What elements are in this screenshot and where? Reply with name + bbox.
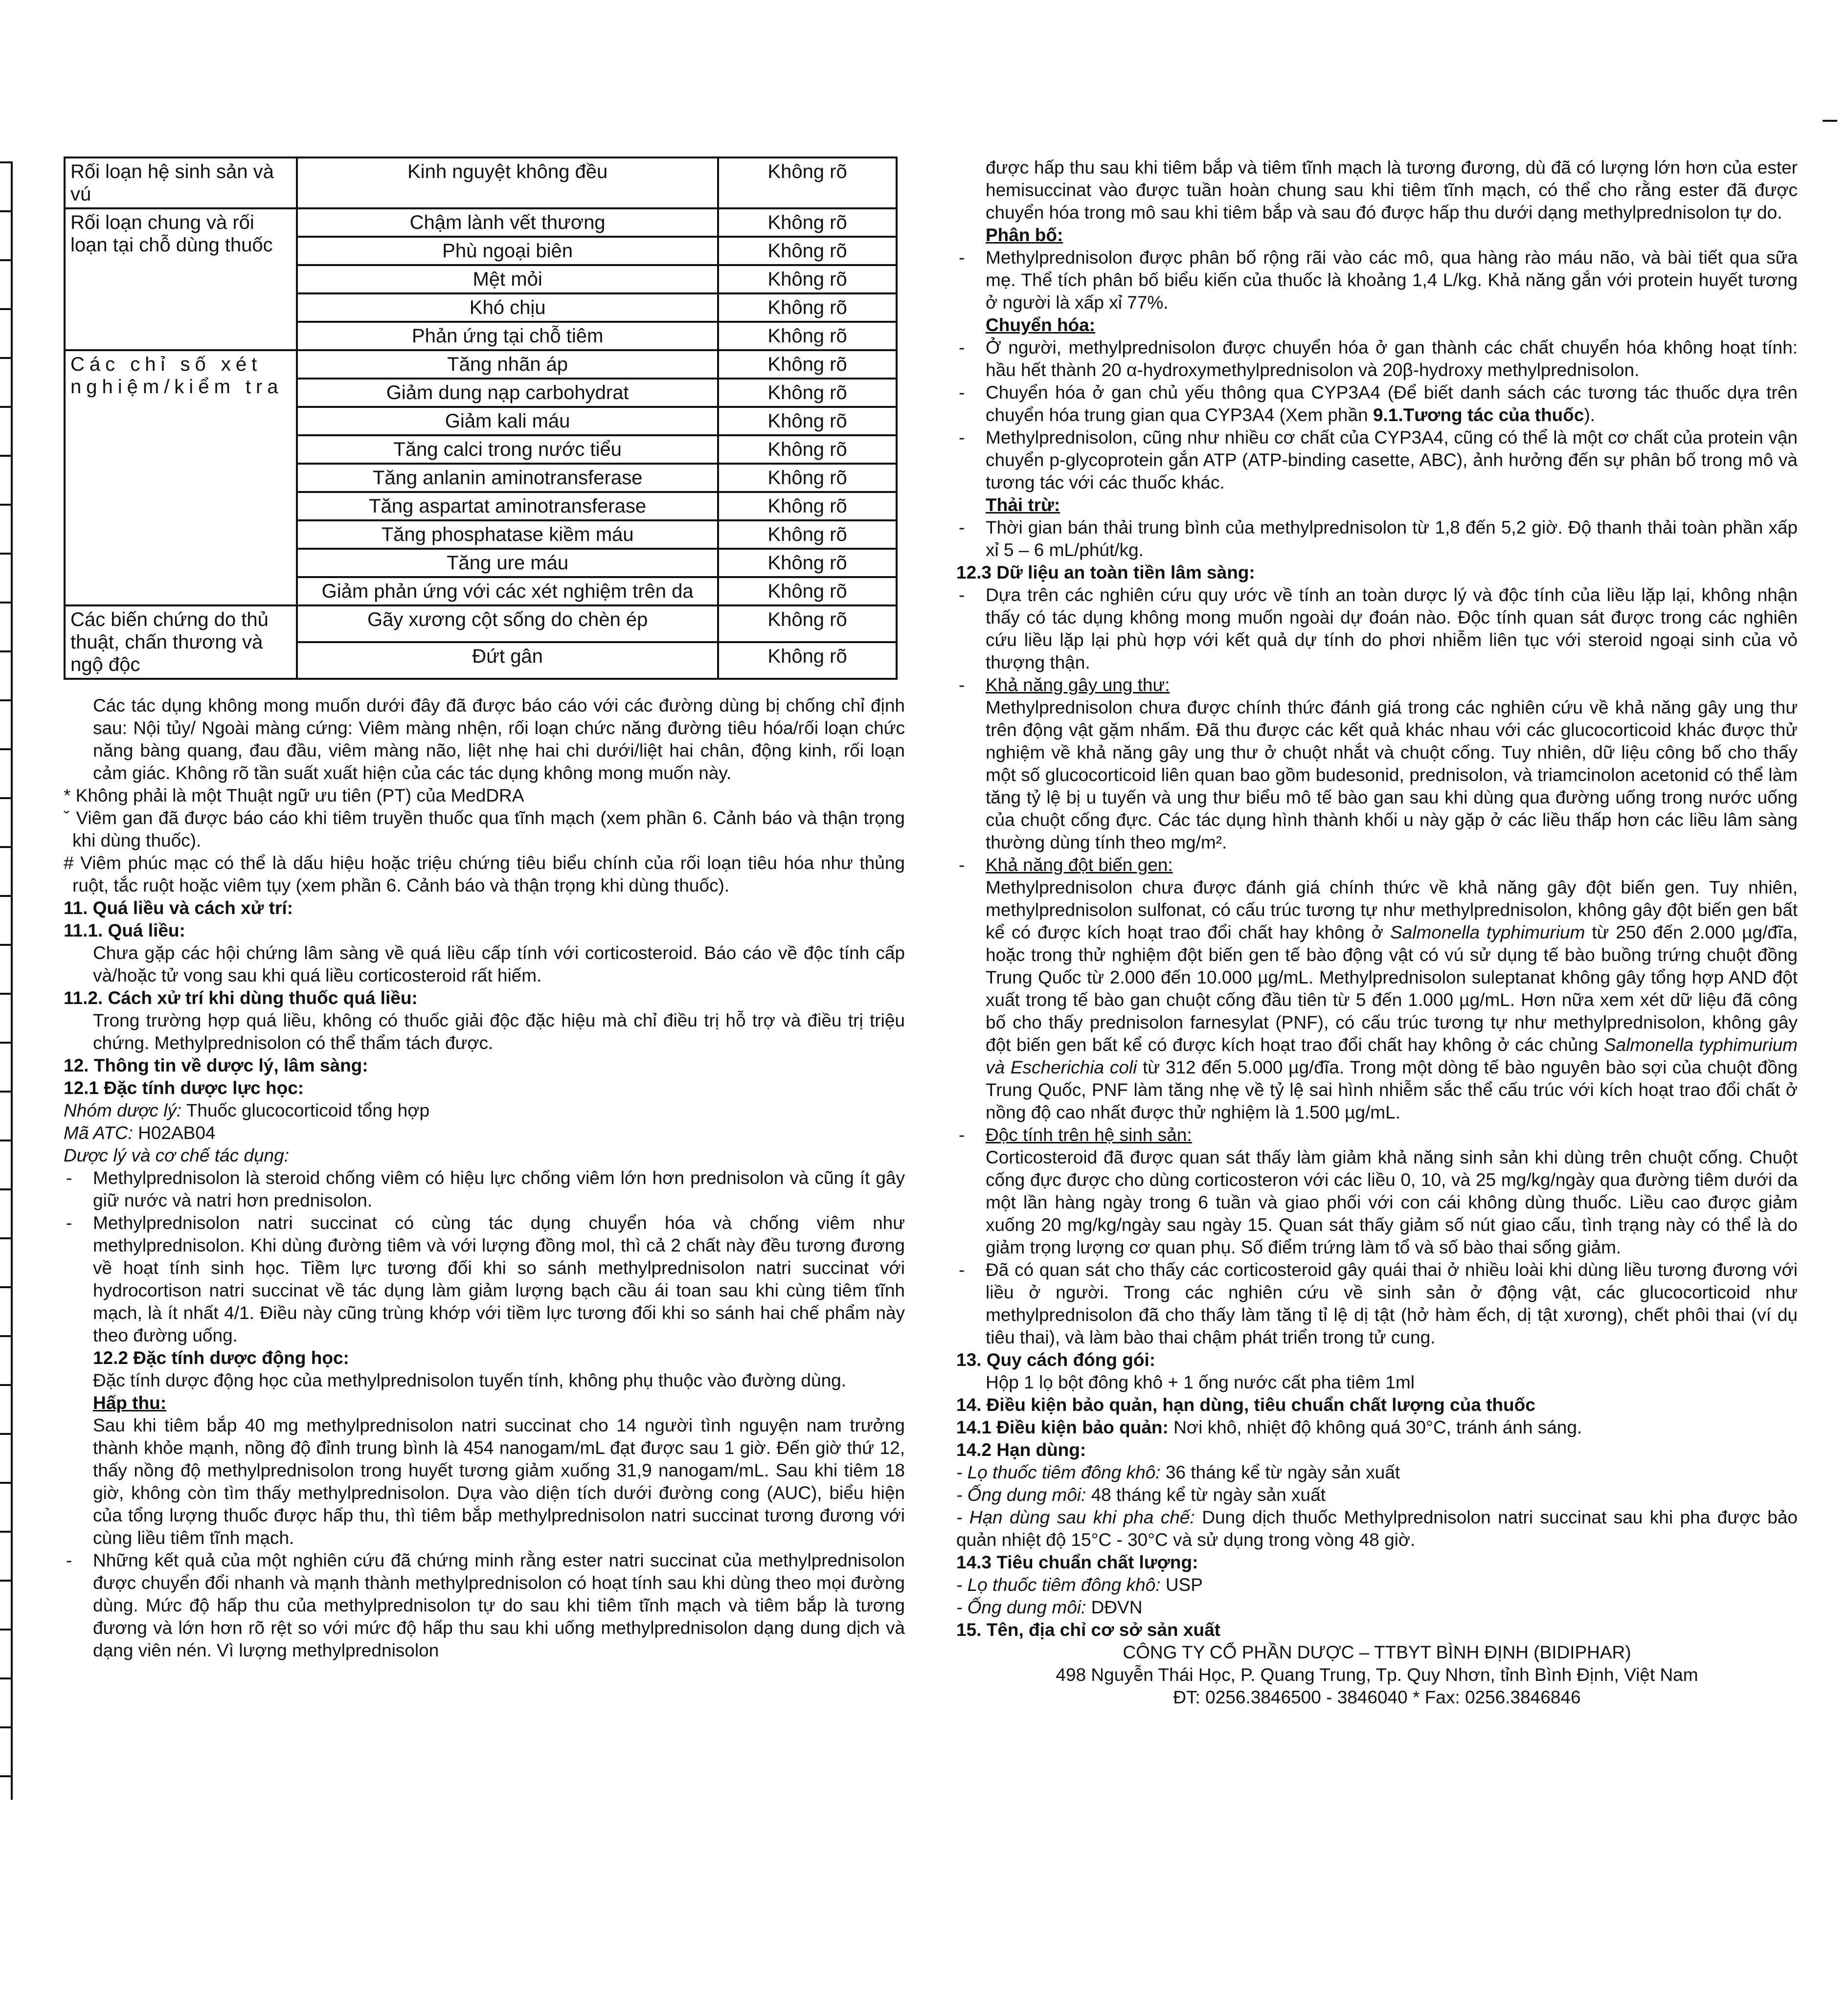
frequency-cell: Không rõ	[718, 492, 897, 520]
bullet-item: - Methylprednisolon natri succinat có cùng tác dụng chuyển hóa và chống viêm như methylprednisolon. Khi dùng đường tiêm và với lượng đồng mol, thì cả 2 chất này đều tương đương về hoạt tính sinh học. Tiềm lực tương đối khi so sánh methylprednisolon natri succinat với hydrocortison natri succinat về tác dụng làm giảm lượng bạch cầu ái toan sau khi cùng tiêm tĩnh mạch, là ít nhất 4/1. Điều này cũng trùng khớp với tiềm lực tương đối khi so sánh hai chế phẩm này theo đường uống.	[64, 1212, 905, 1347]
paragraph: Trong trường hợp quá liều, không có thuốc giải độc đặc hiệu mà chỉ điều trị hỗ trợ và điều trị triệu chứng. Methylprednisolon có thể thẩm tách được.	[93, 1010, 905, 1053]
cut-mark	[0, 259, 11, 261]
field-value: Dung dịch thuốc Methylprednisolon natri succinat sau khi pha được bảo quản nhiệt độ 15°C - 30°C và sử dụng trong vòng 48 giờ.	[956, 1507, 1798, 1550]
frequency-cell: Không rõ	[718, 520, 897, 549]
left-column	[64, 156, 905, 1662]
bullet-item: - Đã có quan sát cho thấy các corticosteroid gây quái thai ở nhiều loài khi dùng liều tương đương với liều ở người. Trong các nghiên cứu về sinh sản ở động vật, các glucocorticoid như methylprednisolon đã cho thấy làm tăng tỉ lệ dị tật (hở hàm ếch, dị tật xương), chết phôi thai (ví dụ tiêu thai), và làm bào thai chậm phát triển trong tử cung.	[956, 1259, 1798, 1349]
cut-mark	[0, 602, 11, 603]
adverse-effect-cell: Giảm kali máu	[297, 407, 718, 435]
frequency-cell: Không rõ	[718, 293, 897, 322]
field-label: 14.1 Điều kiện bảo quản:	[956, 1417, 1169, 1437]
paragraph: Hộp 1 lọ bột đông khô + 1 ống nước cất pha tiêm 1ml	[986, 1372, 1415, 1392]
cut-mark	[0, 650, 11, 652]
section-heading: 14. Điều kiện bảo quản, hạn dùng, tiêu chuẩn chất lượng của thuốc	[956, 1395, 1535, 1415]
cut-mark	[0, 1580, 11, 1582]
subheading: - Độc tính trên hệ sinh sản:	[956, 1124, 1798, 1146]
field-value: H02AB04	[133, 1123, 216, 1143]
footnote: * Không phải là một Thuật ngữ ưu tiên (PT) của MedDRA	[64, 785, 524, 805]
adverse-effect-cell: Tăng aspartat aminotransferase	[297, 492, 718, 520]
adverse-effect-cell: Giảm phản ứng với các xét nghiệm trên da	[297, 577, 718, 605]
frequency-cell: Không rõ	[718, 322, 897, 350]
cut-mark	[0, 406, 11, 408]
section-heading: 11. Quá liều và cách xử trí:	[64, 898, 293, 918]
field-value: DĐVN	[1086, 1597, 1143, 1617]
field-label: - Ống dung môi:	[956, 1485, 1086, 1505]
cut-mark	[0, 504, 11, 506]
cut-mark	[0, 1237, 11, 1239]
cut-mark	[0, 1482, 11, 1484]
table-row	[65, 157, 897, 208]
adverse-effect-cell: Tăng anlanin aminotransferase	[297, 464, 718, 492]
paragraph: được hấp thu sau khi tiêm bắp và tiêm tĩnh mạch là tương đương, dù đã có lượng lớn hơn của ester hemisuccinat vào được tuần hoàn chung sau khi tiêm tĩnh mạch, có thể cho rằng ester đã được chuyển hóa trong mô sau khi tiêm bắp và sau đó được hấp thu dưới dạng methylprednisolon tự do.	[986, 157, 1798, 223]
subheading: Dược lý và cơ chế tác dụng:	[64, 1145, 289, 1165]
field-label: - Hạn dùng sau khi pha chế:	[956, 1507, 1195, 1527]
adverse-effect-cell: Tăng phosphatase kiềm máu	[297, 520, 718, 549]
section-heading: 12.2 Đặc tính dược động học:	[93, 1348, 349, 1368]
table-row	[65, 605, 897, 642]
frequency-cell: Không rõ	[718, 407, 897, 435]
adverse-effects-table	[64, 156, 898, 680]
adverse-effect-cell: Kinh nguyệt không đều	[297, 157, 718, 208]
paragraph: Các tác dụng không mong muốn dưới đây đã được báo cáo với các đường dùng bị chống chỉ định sau: Nội tủy/ Ngoài màng cứng: Viêm màng nhện, rối loạn chức năng đường tiêu hóa/rối loạn chức năng bàng quang, đau đầu, viêm màng não, liệt nhẹ hai chi dưới/liệt hai chân, động kinh, rối loạn cảm giác. Không rõ tần suất xuất hiện của các tác dụng không mong muốn này.	[93, 695, 905, 783]
section-heading: 12.1 Đặc tính dược lực học:	[64, 1078, 304, 1098]
field-label: Mã ATC:	[64, 1123, 133, 1143]
cut-mark	[0, 1629, 11, 1631]
cross-reference: 9.1.Tương tác của thuốc	[1373, 405, 1584, 425]
adverse-effect-cell: Tăng calci trong nước tiểu	[297, 435, 718, 464]
cut-mark	[0, 846, 11, 848]
organ-class-cell: Rối loạn hệ sinh sản và vú	[65, 157, 297, 208]
field-value: Nơi khô, nhiệt độ không quá 30°C, tránh ánh sáng.	[1168, 1417, 1582, 1437]
section-heading: 12.3 Dữ liệu an toàn tiền lâm sàng:	[956, 562, 1255, 582]
bullet-item: - Thời gian bán thải trung bình của methylprednisolon từ 1,8 đến 5,2 giờ. Độ thanh thải toàn phần xấp xỉ 5 – 6 mL/phút/kg.	[956, 516, 1798, 561]
frequency-cell: Không rõ	[718, 435, 897, 464]
field-label: Nhóm dược lý:	[64, 1100, 182, 1120]
table-row	[65, 350, 897, 379]
adverse-effect-cell: Gãy xương cột sống do chèn ép	[297, 605, 718, 642]
field-line	[956, 1461, 1798, 1484]
adverse-effect-cell: Chậm lành vết thương	[297, 208, 718, 237]
cut-mark	[0, 1140, 11, 1141]
frequency-cell: Không rõ	[718, 549, 897, 577]
footnote: # Viêm phúc mạc có thể là dấu hiệu hoặc triệu chứng tiêu biểu chính của rối loạn tiêu hóa như thủng ruột, tắc ruột hoặc viêm tụy (xem phần 6. Cảnh báo và thận trọng khi dùng thuốc).	[64, 853, 905, 895]
species-name: Salmonella typhimurium và Escherichia coli	[986, 1035, 1798, 1077]
field-value: 48 tháng kể từ ngày sản xuất	[1086, 1485, 1326, 1505]
cut-mark	[0, 1286, 11, 1288]
field-value: Thuốc glucocorticoid tổng hợp	[181, 1100, 430, 1120]
text: Chuyển hóa ở gan chủ yếu thông qua CYP3A4 (Để biết danh sách các tương tác thuốc dựa trên chuyển hóa trung gian qua CYP3A4 (Xem phần	[986, 382, 1798, 425]
footnote-text: Viêm phúc mạc có thể là dấu hiệu hoặc triệu chứng tiêu biểu chính của rối loạn tiêu hóa như thủng ruột, tắc ruột hoặc viêm tụy (xem phần 6. Cảnh báo và thận trọng khi dùng thuốc).	[72, 853, 905, 895]
adverse-effect-cell: Khó chịu	[297, 293, 718, 322]
paragraph: Chưa gặp các hội chứng lâm sàng về quá liều cấp tính với corticosteroid. Báo cáo về độc tính cấp và/hoặc tử vong sau khi quá liều corticosteroid rất hiếm.	[93, 943, 905, 985]
subheading: Thải trừ:	[986, 495, 1060, 515]
cut-mark	[0, 1188, 11, 1190]
cut-mark	[0, 1775, 11, 1777]
cut-mark	[0, 1726, 11, 1728]
frequency-cell: Không rõ	[718, 237, 897, 265]
cut-mark	[0, 1677, 11, 1679]
company-contact: ĐT: 0256.3846500 - 3846040 * Fax: 0256.3846846	[1173, 1687, 1581, 1707]
cut-mark	[0, 993, 11, 995]
text: từ 312 đến 5.000 µg/đĩa. Trong một dòng tế bào nguyên bào sợi của chuột đồng Trung Quốc, PNF làm tăng nhẹ về tỷ lệ sai hình nhiễm sắc thể cấu trúc với kích hoạt trao đổi chất ở nồng độ cao nhất được thử nghiệm là 1.500 µg/mL.	[986, 1057, 1798, 1122]
frequency-cell: Không rõ	[718, 350, 897, 379]
frequency-cell: Không rõ	[718, 265, 897, 293]
cut-mark	[0, 210, 11, 212]
field-line	[956, 1416, 1798, 1439]
frequency-cell: Không rõ	[718, 157, 897, 208]
cut-mark	[0, 944, 11, 946]
field-line	[956, 1574, 1798, 1596]
species-name: Salmonella typhimurium	[1390, 922, 1585, 942]
paragraph	[956, 876, 1798, 1124]
section-heading: 11.2. Cách xử trí khi dùng thuốc quá liều:	[64, 988, 418, 1008]
footnote: ˇ Viêm gan đã được báo cáo khi tiêm truyền thuốc qua tĩnh mạch (xem phần 6. Cảnh báo và thận trọng khi dùng thuốc).	[64, 808, 905, 850]
cut-mark	[0, 357, 11, 359]
subheading: - Khả năng gây ung thư:	[956, 674, 1798, 696]
organ-class-cell: Rối loạn chung và rối loạn tại chỗ dùng thuốc	[65, 208, 297, 350]
footnote-text: Viêm gan đã được báo cáo khi tiêm truyền thuốc qua tĩnh mạch (xem phần 6. Cảnh báo và thận trọng khi dùng thuốc).	[72, 808, 905, 850]
field-line	[956, 1484, 1798, 1506]
organ-class-cell: Các chỉ số xét nghiệm/kiểm tra	[65, 350, 297, 605]
cut-mark	[0, 1091, 11, 1093]
field-line	[956, 1506, 1798, 1551]
left-cut-marks	[0, 161, 13, 1800]
subheading: Chuyển hóa:	[986, 315, 1096, 335]
paragraph: Corticosteroid đã được quan sát thấy làm giảm khả năng sinh sản khi dùng trên chuột cống. Chuột cống đực được cho dùng corticosteron với các liều 0, 10, và 25 mg/kg/ngày qua đường tiêm dưới da một lần hàng ngày trong 6 tuần và giao phối với con cái không dùng thuốc. Liều cao được giảm xuống 20 mg/kg/ngày sau ngày 15. Quan sát thấy giảm số nút giao cấu, tình trạng này có thể là do giảm trọng lượng cơ quan phụ. Số điểm trứng làm tổ và số bào thai sống giảm.	[986, 1147, 1798, 1257]
cut-mark	[0, 1335, 11, 1337]
cut-mark	[0, 699, 11, 701]
bullet-item: - Dựa trên các nghiên cứu quy ước về tính an toàn dược lý và độc tính của liều lặp lại, không nhận thấy có tác dụng không mong muốn ngoài dự đoán nào. Độc tính quan sát được trong các nghiên cứu liều lặp lại phù hợp với kết quả dự tính do phơi nhiễm liên tục với steroid ngoại sinh của vỏ thượng thận.	[956, 584, 1798, 674]
field-value: USP	[1160, 1575, 1203, 1595]
adverse-effect-cell: Tăng nhãn áp	[297, 350, 718, 379]
adverse-effect-cell: Đứt gân	[297, 642, 718, 679]
adverse-effect-cell: Phù ngoại biên	[297, 237, 718, 265]
frequency-cell: Không rõ	[718, 464, 897, 492]
subheading: - Khả năng đột biến gen:	[956, 854, 1798, 876]
cut-mark	[0, 1042, 11, 1044]
frequency-cell: Không rõ	[718, 642, 897, 679]
table-row	[65, 208, 897, 237]
field-label: - Ống dung môi:	[956, 1597, 1086, 1617]
section-heading: 15. Tên, địa chỉ cơ sở sản xuất	[956, 1620, 1220, 1640]
cut-mark	[0, 308, 11, 310]
adverse-effect-cell: Giảm dung nạp carbohydrat	[297, 379, 718, 407]
bullet-item: - Ở người, methylprednisolon được chuyển hóa ở gan thành các chất chuyển hóa không hoạt tính: hầu hết thành 20 α-hydroxymethylprednisolon và 20β-hydroxy methylprednisolon.	[956, 336, 1798, 381]
adverse-effect-cell: Tăng ure máu	[297, 549, 718, 577]
organ-class-cell: Các biến chứng do thủ thuật, chấn thương và ngộ độc	[65, 605, 297, 679]
bullet-item: - Những kết quả của một nghiên cứu đã chứng minh rằng ester natri succinat của methylprednisolon được chuyển đổi nhanh và mạnh thành methylprednisolon có hoạt tính sau khi dùng theo mọi đường dùng. Mức độ hấp thu của methylprednisolon tự do sau khi tiêm tĩnh mạch và tiêm bắp là tương đương và lớn hơn rõ rệt so với mức độ hấp thu sau khi uống methylprednisolon dạng dung dịch và dạng viên nén. Vì lượng methylprednisolon	[64, 1549, 905, 1662]
subheading: Phân bố:	[986, 225, 1063, 245]
text: Methylprednisolon chưa được đánh giá chính thức về khả năng gây đột biến gen. Tuy nhiên, methylprednisolon sulfonat, có cấu trúc tương tự như methylprednisolon, không gây đột biến gen bất kể có được kích hoạt trao đổi chất hay không ở	[986, 877, 1798, 942]
paragraph: Methylprednisolon chưa được chính thức đánh giá trong các nghiên cứu về khả năng gây ung thư trên động vật gặm nhấm. Đã thu được các kết quả khác nhau với các glucocorticoid khác được thử nghiệm về khả năng gây ung thư ở chuột nhắt và chuột cống. Tuy nhiên, dữ liệu công bố cho thấy một số glucocorticoid liên quan bao gồm budesonid, prednisolon, và triamcinolon acetonid có thể làm tăng tỷ lệ bị u tuyến và ung thư biểu mô tế bào gan sau khi dùng qua đường uống trong nước uống của chuột cống đực. Các tác dụng hình thành khối u này gặp ở các liều thấp hơn các liều lâm sàng thường dùng tính theo mg/m².	[986, 697, 1798, 852]
cut-mark	[0, 1384, 11, 1386]
corner-mark	[1823, 120, 1837, 122]
cut-mark	[0, 1433, 11, 1435]
section-heading: 14.3 Tiêu chuẩn chất lượng:	[956, 1552, 1198, 1572]
section-heading: 14.2 Hạn dùng:	[956, 1440, 1086, 1460]
right-column	[956, 156, 1798, 1709]
section-heading: 11.1. Quá liều:	[64, 920, 185, 940]
cut-mark	[0, 895, 11, 897]
frequency-cell: Không rõ	[718, 379, 897, 407]
adverse-effect-cell: Mệt mỏi	[297, 265, 718, 293]
section-heading: 12. Thông tin về dược lý, lâm sàng:	[64, 1055, 368, 1075]
cut-mark	[0, 797, 11, 799]
cut-mark	[0, 455, 11, 457]
field-label: - Lọ thuốc tiêm đông khô:	[956, 1575, 1161, 1595]
cut-mark	[0, 161, 11, 163]
company-name: CÔNG TY CỔ PHẦN DƯỢC – TTBYT BÌNH ĐỊNH (BIDIPHAR)	[1123, 1642, 1631, 1662]
cut-mark	[0, 553, 11, 555]
section-heading: 13. Quy cách đóng gói:	[956, 1350, 1156, 1370]
paragraph: Đặc tính dược động học của methylprednisolon tuyến tính, không phụ thuộc vào đường dùng.	[93, 1370, 847, 1390]
cut-mark	[0, 748, 11, 750]
frequency-cell: Không rõ	[718, 208, 897, 237]
bullet-item: - Methylprednisolon, cũng như nhiều cơ chất của CYP3A4, cũng có thể là một cơ chất của protein vận chuyển p-glycoprotein gắn ATP (ATP-binding casette, ABC), ảnh hưởng đến sự phân bố trong mô và tương tác với các thuốc khác.	[956, 426, 1798, 494]
bullet-item: - Methylprednisolon được phân bố rộng rãi vào các mô, qua hàng rào máu não, và bài tiết qua sữa mẹ. Thể tích phân bố biểu kiến của thuốc là khoảng 1,4 L/kg. Khả năng gắn với protein huyết tương ở người là xấp xỉ 77%.	[956, 246, 1798, 314]
text: từ 250 đến 2.000 µg/đĩa, hoặc trong thử nghiệm đột biến gen tế bào động vật có vú sử dụng tế bào buồng trứng chuột đồng Trung Quốc từ 2.000 đến 10.000 µg/mL. Methylprednisolon suleptanat không gây tổng hợp AND đột xuất trong tế bào gan chuột cống đầu tiên từ 5 đến 1.000 µg/mL. Hơn nữa xem xét dữ liệu đã công bố cho thấy prednisolon farnesylat (PNF), có cấu trúc tương tự như methylprednisolon, không gây đột biến gen bất kể có được kích hoạt trao đổi chất hay không ở các chủng	[986, 922, 1798, 1055]
subheading: Hấp thu:	[93, 1393, 167, 1413]
field-line	[956, 1596, 1798, 1619]
text: ).	[1584, 405, 1595, 425]
frequency-cell: Không rõ	[718, 605, 897, 642]
adverse-effect-cell: Phản ứng tại chỗ tiêm	[297, 322, 718, 350]
bullet-item	[956, 381, 1798, 426]
paragraph: Sau khi tiêm bắp 40 mg methylprednisolon natri succinat cho 14 người tình nguyện nam trưởng thành khỏe mạnh, nồng độ đỉnh trung bình là 454 nanogam/mL đạt được sau 1 giờ. Đến giờ thứ 12, thấy nồng độ methylprednisolon trong huyết tương giảm xuống 31,9 nanogam/mL. Sau khi tiêm 18 giờ, không còn tìm thấy methylprednisolon. Dựa vào diện tích dưới đường cong (AUC), biểu hiện của tổng lượng thuốc được hấp thu, thì tiêm bắp methylprednisolon natri succinat tương đương với cùng liều tiêm tĩnh mạch.	[93, 1415, 905, 1548]
cut-mark	[0, 1531, 11, 1533]
company-address: 498 Nguyễn Thái Học, P. Quang Trung, Tp. Quy Nhơn, tỉnh Bình Định, Việt Nam	[1056, 1665, 1698, 1685]
field-line	[64, 1122, 905, 1144]
field-value: 36 tháng kể từ ngày sản xuất	[1160, 1462, 1400, 1482]
field-label: - Lọ thuốc tiêm đông khô:	[956, 1462, 1161, 1482]
bullet-item: - Methylprednisolon là steroid chống viêm có hiệu lực chống viêm lớn hơn prednisolon và cũng ít gây giữ nước và natri hơn prednisolon.	[64, 1167, 905, 1212]
field-line	[64, 1099, 905, 1122]
frequency-cell: Không rõ	[718, 577, 897, 605]
